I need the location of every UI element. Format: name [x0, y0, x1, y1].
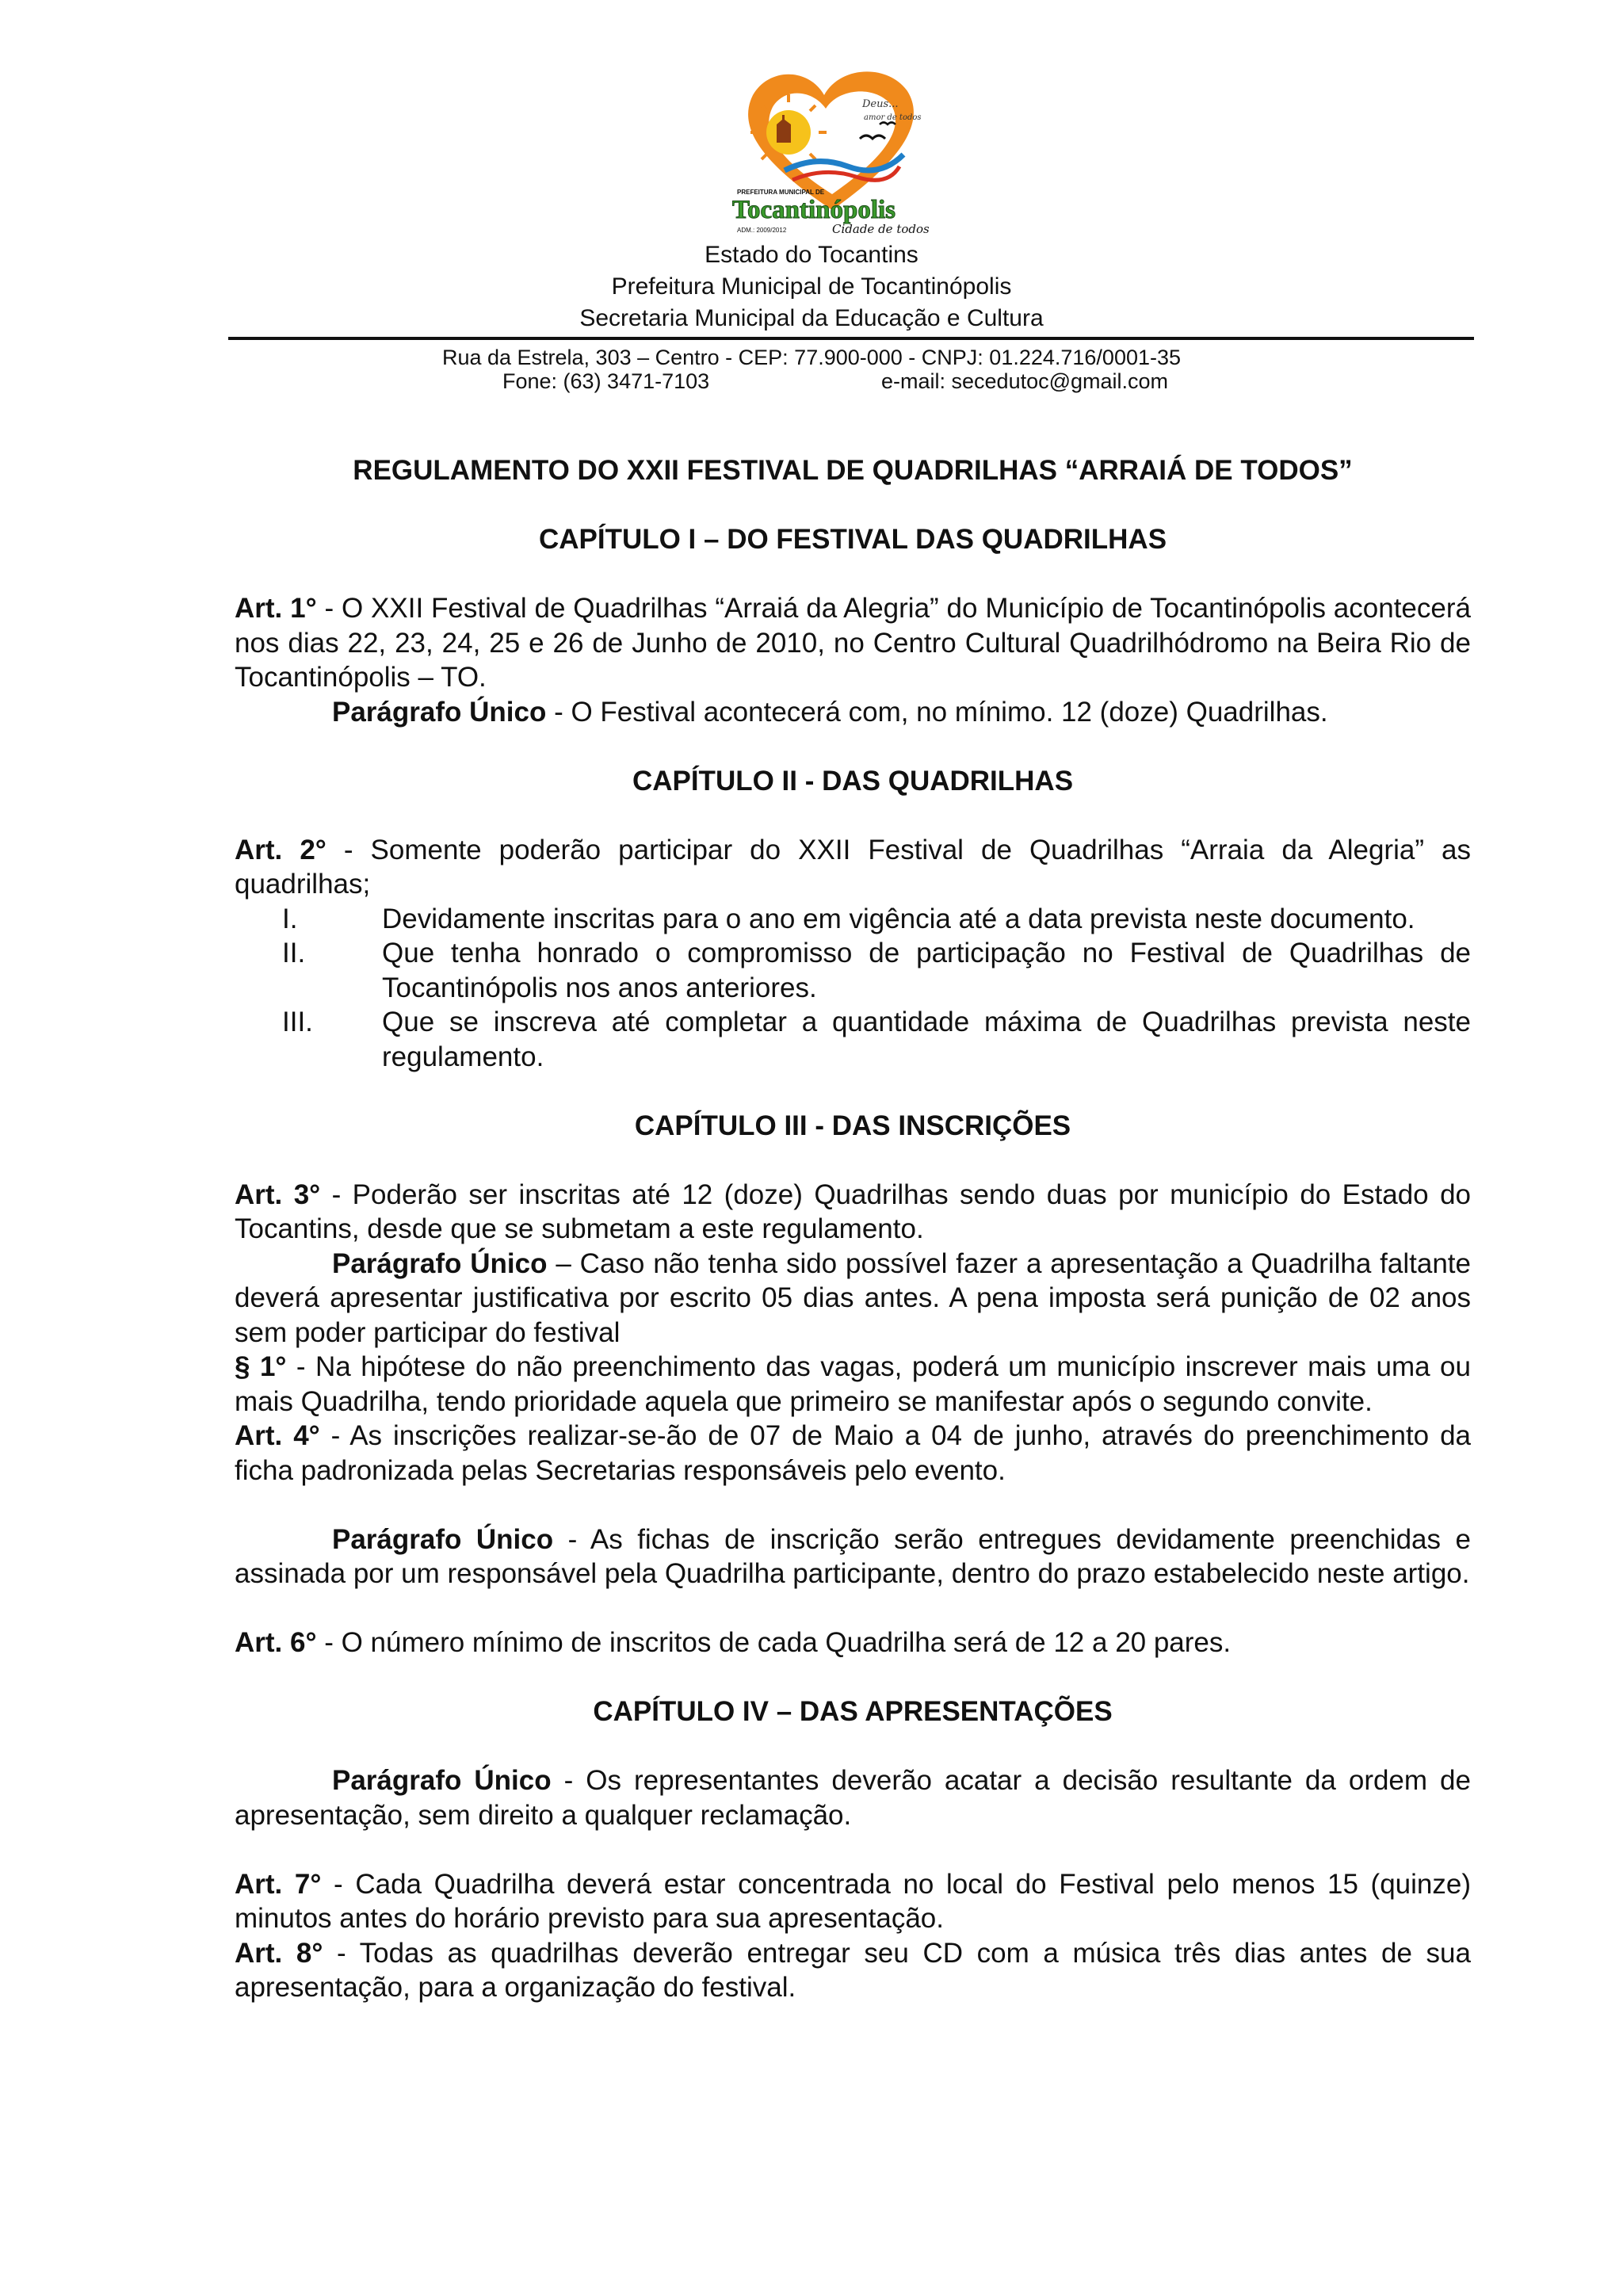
logo-tagline-2: amor de todos [864, 113, 922, 122]
article-1-label: Art. 1° [235, 593, 317, 624]
chapter-4-heading: CAPÍTULO IV – DAS APRESENTAÇÕES [593, 1696, 1113, 1727]
logo-city-name: Tocantinópolis [732, 196, 896, 224]
article-3-paragraph-label: Parágrafo Único [332, 1247, 548, 1279]
article-7-text: - Cada Quadrilha deverá estar concentrada no local do Festival pelo menos 15 (quinze) minutos antes do horário previsto para sua apresentação. [235, 1868, 1471, 1934]
header-rule [228, 337, 1474, 340]
article-2-list [235, 902, 1471, 1075]
list-item [235, 1005, 1471, 1074]
article-6 [235, 1626, 1471, 1660]
list-item-number: III. [282, 1007, 313, 1037]
article-7 [235, 1867, 1471, 1936]
chapter-2-heading: CAPÍTULO II - DAS QUADRILHAS [632, 765, 1074, 797]
list-item-text: Que se inscreva até completar a quantidade máxima de Quadrilhas prevista neste regulamento. [382, 1007, 1471, 1072]
logo-adm: ADM.: 2009/2012 [737, 227, 787, 234]
article-3 [235, 1178, 1471, 1247]
chapter-3-heading: CAPÍTULO III - DAS INSCRIÇÕES [634, 1110, 1071, 1141]
article-3-paragraph-text: – Caso não tenha sido possível fazer a apresentação a Quadrilha faltante deverá apresentar justificativa por escrito 05 dias antes. A pena imposta será punição de 02 anos sem poder participar do festival [235, 1247, 1471, 1348]
chapter-4-paragraph-label: Parágrafo Único [332, 1765, 552, 1796]
article-4-label: Art. 4° [235, 1420, 320, 1451]
header-phone: Fone: (63) 3471-7103 [502, 369, 710, 393]
article-2 [235, 833, 1471, 902]
article-8-label: Art. 8° [235, 1937, 323, 1969]
list-item-number: II. [282, 938, 306, 968]
article-3-section-1-label: § 1° [235, 1351, 287, 1382]
list-item [235, 902, 1471, 937]
list-item-text: Que tenha honrado o compromisso de participação no Festival de Quadrilhas de Tocantinópolis nos anos anteriores. [382, 938, 1471, 1003]
article-4-paragraph-text: - As fichas de inscrição serão entregues devidamente preenchidas e assinada por um responsável pela Quadrilha participante, dentro do prazo estabelecido neste artigo. [235, 1523, 1471, 1589]
article-4-paragraph [235, 1522, 1471, 1591]
header-address: Rua da Estrela, 303 – Centro - CEP: 77.900-000 - CNPJ: 01.224.716/0001-35 [441, 346, 1182, 369]
chapter-1-heading: CAPÍTULO I – DO FESTIVAL DAS QUADRILHAS [538, 524, 1167, 555]
header-secretaria: Secretaria Municipal da Educação e Cultura [579, 305, 1044, 331]
article-4 [235, 1419, 1471, 1488]
article-1-paragraph [235, 695, 1471, 730]
header-prefeitura: Prefeitura Municipal de Tocantinópolis [611, 273, 1012, 300]
article-4-paragraph-label: Parágrafo Único [332, 1523, 554, 1555]
article-1-text: - O XXII Festival de Quadrilhas “Arraiá da Alegria” do Município de Tocantinópolis acontecerá nos dias 22, 23, 24, 25 e 26 de Junho de 2010, no Centro Cultural Quadrilhódromo na Beira Rio de Tocantinópolis – TO. [235, 593, 1471, 693]
article-4-text: - As inscrições realizar-se-ão de 07 de Maio a 04 de junho, através do preenchimento da ficha padronizada pelas Secretarias responsáveis pelo evento. [235, 1420, 1471, 1486]
article-3-section-1 [235, 1350, 1471, 1419]
logo-slogan: Cidade de todos [832, 222, 930, 236]
document-title: REGULAMENTO DO XXII FESTIVAL DE QUADRILHAS “ARRAIÁ DE TODOS” [353, 455, 1353, 486]
article-1 [235, 591, 1471, 695]
article-6-text: - O número mínimo de inscritos de cada Quadrilha será de 12 a 20 pares. [316, 1627, 1232, 1658]
article-7-label: Art. 7° [235, 1868, 322, 1900]
list-item [235, 936, 1471, 1005]
article-6-label: Art. 6° [235, 1627, 317, 1658]
logo-prefeitura-small: PREFEITURA MUNICIPAL DE [737, 189, 825, 196]
article-2-label: Art. 2° [235, 834, 327, 865]
logo-tagline-1: Deus... [862, 98, 899, 110]
article-8 [235, 1936, 1471, 2005]
list-item-number: I. [282, 903, 298, 934]
article-2-text: - Somente poderão participar do XXII Festival de Quadrilhas “Arraia da Alegria” as quadrilhas; [235, 834, 1471, 900]
article-3-text: - Poderão ser inscritas até 12 (doze) Quadrilhas sendo duas por município do Estado do Tocantins, desde que se submetam a este regulamento. [235, 1179, 1471, 1244]
document-body [235, 453, 1471, 2005]
header-state: Estado do Tocantins [705, 242, 918, 268]
article-3-section-1-text: - Na hipótese do não preenchimento das vagas, poderá um município inscrever mais uma ou mais Quadrilha, tendo prioridade aquela que primeiro se manifestar após o segundo convite. [235, 1351, 1471, 1417]
header-email: e-mail: secedutoc@gmail.com [881, 369, 1169, 393]
city-logo [729, 59, 935, 238]
chapter-4-paragraph-text: - Os representantes deverão acatar a decisão resultante da ordem de apresentação, sem direito a qualquer reclamação. [235, 1765, 1471, 1831]
chapter-4-paragraph [235, 1763, 1471, 1832]
article-1-paragraph-label: Parágrafo Único [332, 696, 547, 728]
article-8-text: - Todas as quadrilhas deverão entregar seu CD com a música três dias antes de sua apresentação, para a organização do festival. [235, 1937, 1471, 2003]
article-1-paragraph-text: - O Festival acontecerá com, no mínimo. 12 (doze) Quadrilhas. [546, 696, 1328, 728]
article-3-label: Art. 3° [235, 1179, 321, 1210]
city-logo-graphic [729, 59, 935, 238]
article-3-paragraph [235, 1247, 1471, 1350]
list-item-text: Devidamente inscritas para o ano em vigência até a data prevista neste documento. [382, 903, 1415, 934]
